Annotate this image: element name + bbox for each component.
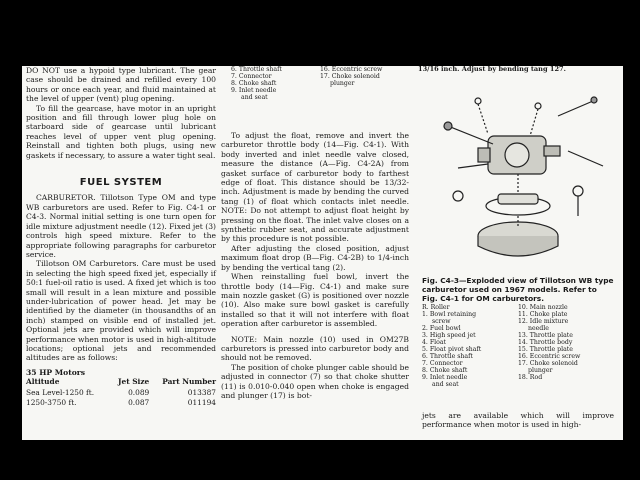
section-heading-fuel-system: FUEL SYSTEM	[79, 177, 163, 189]
legend-item: 11. Choke plate	[518, 311, 568, 318]
legend-item: 7. Connector	[231, 73, 272, 80]
legend-item: 6. Throttle shaft	[422, 353, 473, 360]
legend-item: 17. Choke solenoid	[320, 73, 380, 80]
carburetor-paragraph: CARBURETOR. Tillotson Type OM and type WB carburetors are used. Refer to Fig. C4-1 or C4-3. Normal initial setting is one turn open for idle mixture adjustment needle (12). Fixed jet (3) controls high speed mixture. Refer to the appropriate following paragraphs for carburetor service.	[26, 193, 216, 259]
carburetor-exploded-diagram	[418, 76, 618, 276]
legend-item: 9. Inlet needle	[422, 374, 468, 381]
legend-item: 18. Rod	[518, 374, 543, 381]
legend-item: 15. Throttle plate	[518, 346, 573, 353]
legend-item: 5. Float pivot shaft	[422, 346, 482, 353]
legend-item: plunger	[330, 80, 355, 87]
gearcase-paragraph-1: DO NOT use a hypoid type lubricant. The gear case should be drained and refilled every 100 hours or once each year, and fluid maintained at the level of upper (vent) plug opening.	[26, 66, 216, 104]
legend-item: 17. Choke solenoid	[518, 360, 578, 367]
table-cell: 011194	[187, 398, 216, 407]
legend-item: R. Roller	[422, 304, 450, 311]
legend-item: needle	[528, 325, 549, 332]
legend-item: and seat	[432, 381, 459, 388]
legend-item: 4. Float	[422, 339, 447, 346]
figure-caption: Fig. C4-3—Exploded view of Tillotson WB type carburetor used on 1967 models. Refer to Fig. C4-1 for OM carburetors.	[422, 276, 614, 303]
table-header: Jet Size	[118, 377, 150, 387]
table-cell: 013387	[187, 387, 216, 397]
column-left	[26, 66, 216, 408]
legend-item: and seat	[241, 94, 268, 101]
legend-item: 9. Inlet needle	[231, 87, 277, 94]
motor-subheading: 35 HP Motors	[26, 367, 86, 377]
jet-size-table	[26, 377, 216, 408]
column-right	[418, 66, 618, 430]
float-drop-paragraph: After adjusting the closed position, adjust maximum float drop (B—Fig. C4-2B) to 1/4-inch by bending the vertical tang (2).	[221, 243, 409, 272]
legend-item: 2. Fuel bowl	[422, 325, 461, 332]
column-middle	[221, 66, 409, 400]
float-adjust-paragraph: To adjust the float, remove and invert the carburetor throttle body (14—Fig. C4-1). With body inverted and inlet needle valve closed, measure the distance (A—Fig. C4-2A) from gasket surface of carburetor body to farthest edge of float. This distance should be 13/32-inch. Adjustment is made by bending the curved tang (1) of float which contacts inlet needle. NOTE: Do not attempt to adjust float height by pressing on the float. The inlet valve closes on a synthetic rubber seat, and accurate adjustment by this procedure is not possible.	[221, 131, 409, 244]
gearcase-paragraph-2: To fill the gearcase, have motor in an upright position and fill through lower plug hole on starboard side of gearcase until lubricant reaches level of upper vent plug opening. Reinstall and tighten both plugs, using new gaskets if necessary, to assure a water tight seal.	[26, 103, 216, 160]
legend-item: 7. Connector	[422, 360, 463, 367]
nozzle-note-paragraph: NOTE: Main nozzle (10) used in OM27B carburetors is pressed into carburetor body and should not be removed.	[221, 334, 409, 363]
legend-item: 3. High speed jet	[422, 332, 476, 339]
legend-item: 8. Choke shaft	[422, 367, 468, 374]
table-header: Part Number	[162, 377, 216, 387]
table-row	[26, 398, 216, 408]
legend-item: 16. Eccentric screw	[320, 66, 383, 73]
legend-item: 1. Bowl retaining	[422, 311, 477, 318]
table-cell: 1250-3750 ft.	[26, 398, 77, 407]
legend-item: plunger	[528, 367, 553, 374]
legend-item: 12. Idle mixture	[518, 318, 569, 325]
top-line: 13/16 inch. Adjust by bending tang 127.	[418, 66, 566, 73]
table-cell: 0.087	[128, 398, 150, 407]
legend-item: 16. Eccentric screw	[518, 353, 581, 360]
om-carburetor-paragraph: Tillotson OM Carburetors. Care must be used in selecting the high speed fixed jet, especially if 50:1 fuel-oil ratio is used. A fixed jet which is too small will result in a lean mixture and possible under-lubrication of power head. Jet may be identified by the diameter (in thousandths of an inch) stamped on visible end of installed jet. Optional jets are provided which will improve performance when motor is used in high-altitude locations; optional jets and recommended altitudes are as follows:	[26, 259, 216, 363]
legend-item: 14. Throttle body	[518, 339, 573, 346]
legend-item: 8. Choke shaft	[231, 80, 277, 87]
legend-item: screw	[432, 318, 451, 325]
legend-item: 6. Throttle shaft	[231, 66, 282, 73]
figure-legend	[422, 304, 614, 388]
choke-cable-paragraph: The position of choke plunger cable should be adjusted in connector (7) so that choke shutter (11) is 0.010-0.040 open when choke is engaged and plunger (17) is bot-	[221, 362, 409, 400]
manual-page	[22, 66, 623, 440]
legend-item: 10. Main nozzle	[518, 304, 568, 311]
figure-legend-fragment	[231, 66, 409, 101]
table-cell: Sea Level-1250 ft.	[26, 387, 95, 397]
legend-item: 13. Throttle plate	[518, 332, 573, 339]
bottom-paragraph: jets are available which will improve performance when motor is used in high-	[422, 411, 614, 430]
bowl-install-paragraph: When reinstalling fuel bowl, invert the throttle body (14—Fig. C4-1) and make sure main nozzle gasket (G) is positioned over nozzle (10). Also make sure bowl gasket is carefully installed so that it will not interfere with float operation after carburetor is assembled.	[221, 272, 409, 329]
table-cell: 0.089	[128, 387, 150, 397]
table-row	[26, 388, 216, 398]
table-header: Altitude	[26, 377, 60, 387]
